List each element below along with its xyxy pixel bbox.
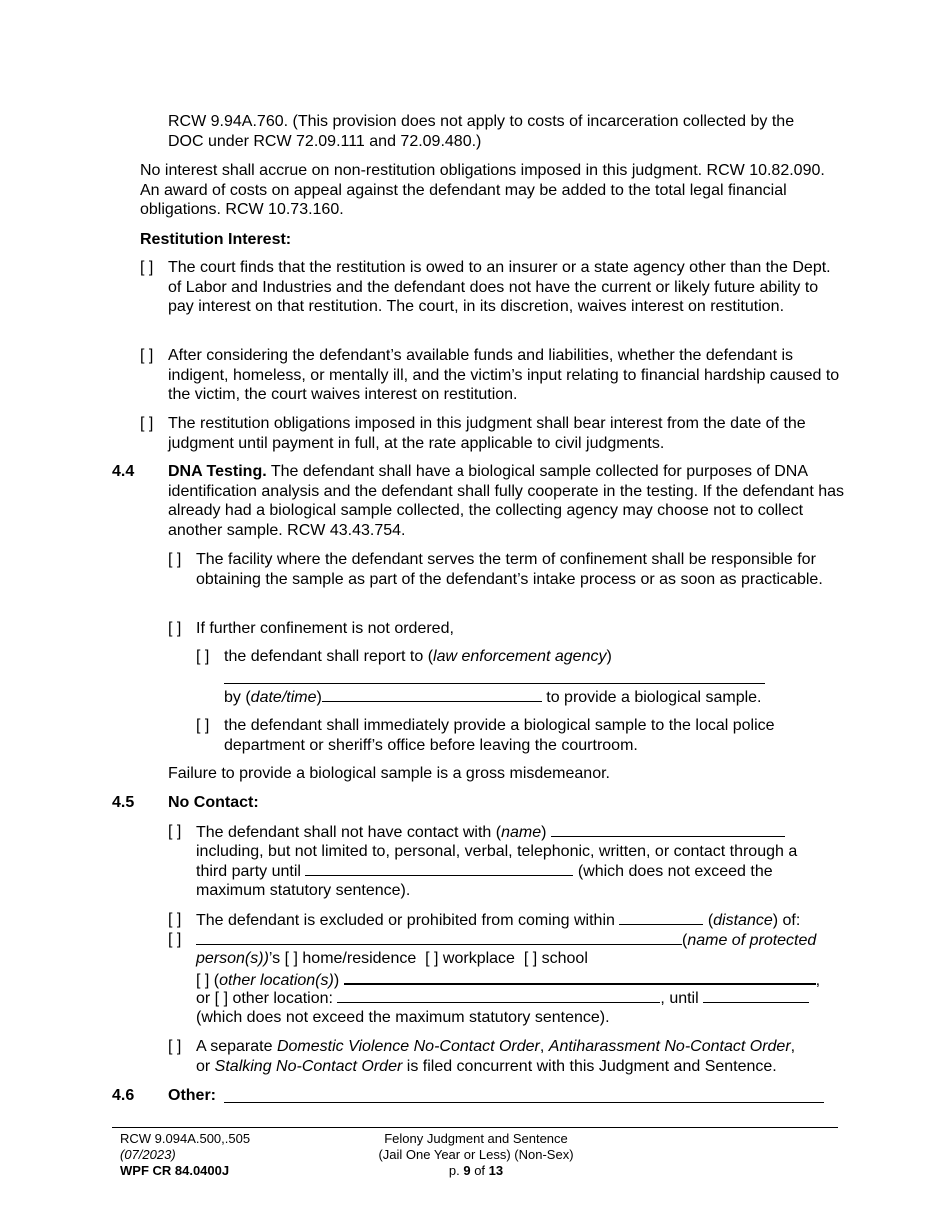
other-title: Other: <box>168 1087 216 1104</box>
other-fill-line[interactable] <box>224 1102 824 1103</box>
until-fill-line[interactable] <box>305 861 573 876</box>
footer-center <box>336 1131 616 1179</box>
dna-by-line <box>224 687 824 708</box>
restitution-option-hardship: After considering the defendant’s available funds and liabilities, whether the defendant is indigent, homeless, or mentally ill, and the victim’s input relating to financial hardship caused to the victim, the court waives interest on restitution. <box>168 347 840 404</box>
checkbox-dna-immediate[interactable]: [ ] <box>196 717 210 734</box>
rcw-continuation-line1: RCW 9.94A.760. (This provision does not apply to costs of incarceration collected by the <box>168 113 795 130</box>
dna-paragraph <box>168 462 844 540</box>
other-loc-text: [ ] ( <box>196 972 220 989</box>
by-text: by ( <box>224 689 251 706</box>
stalking-order-label: Stalking No-Contact Order <box>214 1057 403 1075</box>
by-post-text: to provide a biological sample. <box>541 689 762 706</box>
checkbox-dna-facility[interactable]: [ ] <box>168 551 182 568</box>
footer-form-number: WPF CR 84.0400J <box>120 1163 230 1178</box>
protected-person-fill-line[interactable] <box>196 930 682 945</box>
report-agency-label: law enforcement agency <box>433 648 607 665</box>
footer-rcw: RCW 9.094A.500,.505 <box>120 1131 251 1146</box>
third-party-text: third party until <box>196 863 301 880</box>
location-options: ’s [ ] home/residence [ ] workplace [ ] school <box>268 950 588 967</box>
distance-close: ) of: <box>772 912 801 929</box>
protected-open: ( <box>682 932 688 949</box>
name-close: ) <box>541 824 547 841</box>
restitution-option-insurer: The court finds that the restitution is owed to an insurer or a state agency other than the Dept. of Labor and Industries and the defendant does not have the current or likely future ability to pay interest on that restitution. The court, in its discretion, waives interest on restitution. <box>168 259 831 316</box>
report-text: the defendant shall report to ( <box>224 648 434 665</box>
checkbox-dna-not-ordered[interactable]: [ ] <box>168 620 182 637</box>
protected-person-label: name of protected <box>687 932 817 949</box>
distance-fill-line[interactable] <box>619 910 703 925</box>
no-contact-line4: maximum statutory sentence). <box>196 882 411 899</box>
footer-page-number <box>336 1163 616 1179</box>
no-contact-line3 <box>196 861 846 882</box>
exceed-text: (which does not exceed the <box>577 863 773 880</box>
agency-fill-line[interactable] <box>224 683 765 684</box>
page-current: 9 <box>463 1163 471 1178</box>
no-contact-line2: including, but not limited to, personal, verbal, telephonic, written, or contact through a <box>196 843 798 860</box>
sep-comma1: , <box>539 1038 549 1055</box>
footer-rule <box>112 1127 838 1128</box>
checkbox-protected-person[interactable]: [ ] <box>168 931 182 948</box>
no-contact-text: The defendant shall not have contact with ( <box>196 824 502 841</box>
no-contact-title: No Contact: <box>168 794 259 811</box>
excluded-text: The defendant is excluded or prohibited from coming within <box>196 912 615 929</box>
sep-comma2: , <box>790 1038 796 1055</box>
until-date-fill-line[interactable] <box>703 988 809 1003</box>
separate-order-paragraph <box>196 1037 856 1076</box>
restitution-option-interest: The restitution obligations imposed in this judgment shall bear interest from the date of the judgment until payment in full, at the rate applicable to civil judgments. <box>168 415 806 452</box>
checkbox-excluded[interactable]: [ ] <box>168 911 182 928</box>
maximum-sentence-note: (which does not exceed the maximum statutory sentence). <box>196 1009 610 1026</box>
other-loc-close: ) <box>333 972 340 989</box>
dna-failure-note: Failure to provide a biological sample is a gross misdemeanor. <box>168 765 610 782</box>
date-time-fill-line[interactable] <box>322 687 542 702</box>
checkbox-waive-insurer[interactable]: [ ] <box>140 259 154 276</box>
name-label: name <box>501 824 542 841</box>
footer-date: (07/2023) <box>120 1147 176 1162</box>
footer-title1: Felony Judgment and Sentence <box>384 1131 568 1146</box>
checkbox-dna-report[interactable]: [ ] <box>196 648 210 665</box>
sep-or: or <box>196 1057 215 1075</box>
sep-text: A separate <box>196 1038 277 1055</box>
distance-open: ( <box>707 912 714 929</box>
or-other-location-line <box>196 988 846 1009</box>
page-total: 13 <box>488 1163 504 1178</box>
dna-option-facility: The facility where the defendant serves the term of confinement shall be responsible for obtaining the sample as part of the defendant’s intake process or as soon as practicable. <box>196 551 823 588</box>
restitution-heading: Restitution Interest: <box>140 231 292 248</box>
page-of: of <box>470 1163 489 1178</box>
distance-label: distance <box>713 912 773 929</box>
dna-report-line <box>224 647 784 667</box>
checkbox-bear-interest[interactable]: [ ] <box>140 415 154 432</box>
rcw-continuation <box>168 112 844 151</box>
antiharassment-order-label: Antiharassment No-Contact Order <box>548 1038 791 1055</box>
until-text: , until <box>660 990 699 1007</box>
dna-option-not-ordered: If further confinement is not ordered, <box>196 620 454 637</box>
name-fill-line[interactable] <box>551 822 785 837</box>
excluded-line <box>196 910 846 931</box>
report-close: ) <box>606 648 612 665</box>
other-location-fill-line[interactable] <box>337 988 660 1003</box>
other-locations-label: other location(s) <box>219 972 334 989</box>
dna-title: DNA Testing. <box>168 463 267 480</box>
dv-order-label: Domestic Violence No-Contact Order <box>276 1038 540 1055</box>
other-loc-comma: , <box>815 972 821 989</box>
date-time-label: date/time <box>250 689 317 706</box>
section-number-no-contact: 4.5 <box>112 794 135 811</box>
section-number-other: 4.6 <box>112 1087 135 1104</box>
protected-person-line <box>196 930 846 951</box>
separate-order-line2 <box>196 1057 856 1077</box>
checkbox-waive-hardship[interactable]: [ ] <box>140 347 154 364</box>
section-number-dna: 4.4 <box>112 463 135 480</box>
page-pre: p. <box>448 1163 464 1178</box>
by-close: ) <box>316 689 322 706</box>
interest-paragraph: No interest shall accrue on non-restitution obligations imposed in this judgment. RCW 10.82.090. An award of costs on appeal against the defendant may be added to the total legal financial obligations. RCW 10.73.160. <box>140 162 825 219</box>
no-contact-name-line <box>196 822 846 843</box>
sep-tail: is filed concurrent with this Judgment and Sentence. <box>402 1057 777 1075</box>
rcw-continuation-line2: DOC under RCW 72.09.111 and 72.09.480.) <box>168 132 482 150</box>
checkbox-no-contact-name[interactable]: [ ] <box>168 823 182 840</box>
dna-body: The defendant shall have a biological sample collected for purposes of DNA identification analysis and the defendant shall fully cooperate in the testing. If the defendant has already had a biological sample collected, the collecting agency may choose not to collect another sample. RCW 43.43.754. <box>168 463 845 539</box>
other-locations-fill-line[interactable] <box>344 969 816 985</box>
protected-person-label-2: person(s)) <box>196 950 269 967</box>
or-other-text: or [ ] other location: <box>196 990 333 1007</box>
footer-left <box>120 1131 340 1179</box>
checkbox-separate-order[interactable]: [ ] <box>168 1038 182 1055</box>
protected-locations-line <box>196 949 846 969</box>
footer-title2: (Jail One Year or Less) (Non-Sex) <box>378 1147 574 1162</box>
dna-option-immediate: the defendant shall immediately provide a biological sample to the local police department or sheriff’s office before leaving the courtroom. <box>224 717 775 754</box>
separate-order-line1 <box>196 1037 856 1057</box>
